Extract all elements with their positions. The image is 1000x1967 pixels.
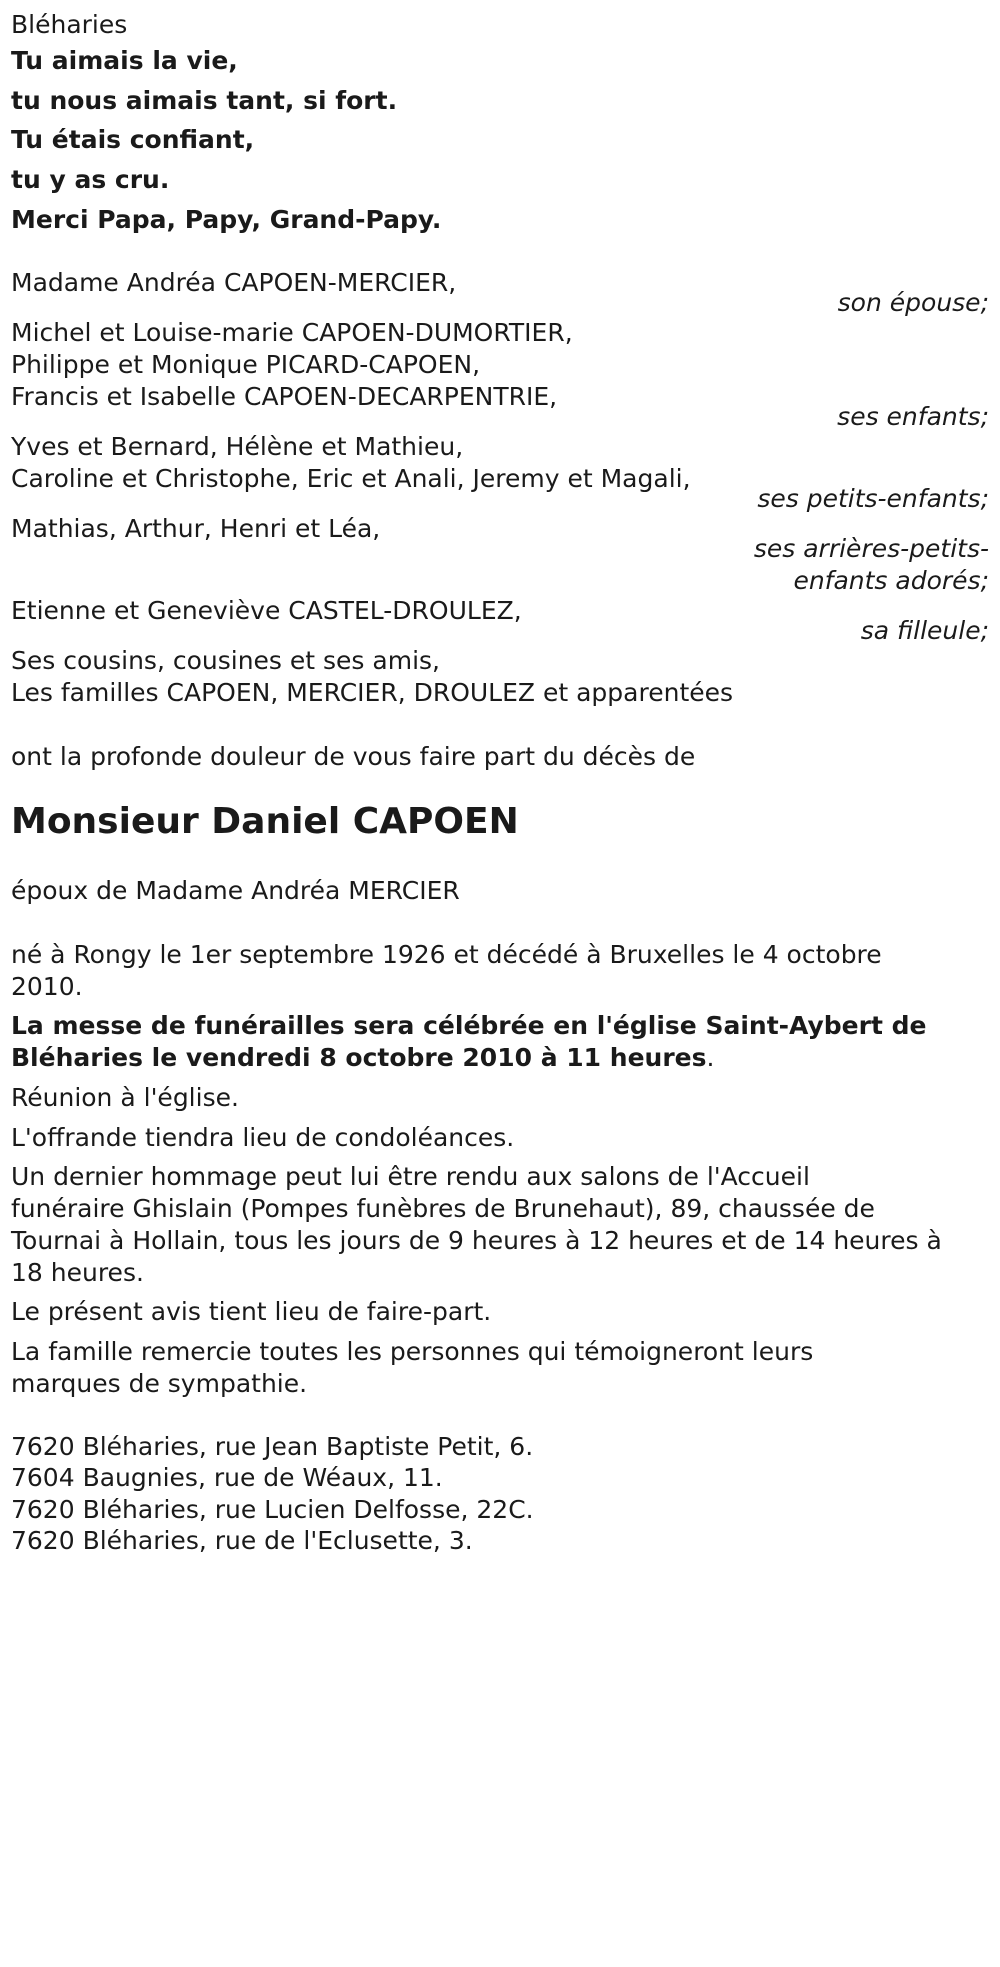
other-relatives: Les familles CAPOEN, MERCIER, DROULEZ et apparentées [11,678,734,707]
godchild-role: sa filleule; [860,616,989,645]
great-grandchildren-role: ses arrières-petits- [753,534,989,563]
poem-line: tu y as cru. [11,165,170,194]
address-item: 7620 Bléharies, rue de l'Eclusette, 3. [11,1526,473,1555]
address-item: 7620 Bléharies, rue Lucien Delfosse, 22C. [11,1495,534,1524]
birth-death-info: 2010. [11,972,83,1001]
child-name: Francis et Isabelle CAPOEN-DECARPENTRIE, [11,382,558,411]
tribute-info: funéraire Ghislain (Pompes funèbres de Brunehaut), 89, chaussée de [11,1194,875,1223]
poem-line: tu nous aimais tant, si fort. [11,86,398,115]
spouse-of: époux de Madame Andréa MERCIER [11,876,460,905]
child-name: Philippe et Monique PICARD-CAPOEN, [11,350,481,379]
funeral-info: La messe de funérailles sera célébrée en l'église Saint-Aybert de [11,1011,927,1040]
deceased-name: Monsieur Daniel CAPOEN [11,801,519,842]
address-item: 7604 Baugnies, rue de Wéaux, 11. [11,1463,443,1492]
thanks-info: marques de sympathie. [11,1369,308,1398]
tribute-info: Tournai à Hollain, tous les jours de 9 heures à 12 heures et de 14 heures à [11,1226,942,1255]
other-relatives: Ses cousins, cousines et ses amis, [11,646,440,675]
tribute-info: 18 heures. [11,1258,144,1287]
offering-info: L'offrande tiendra lieu de condoléances. [11,1123,515,1152]
child-name: Michel et Louise-marie CAPOEN-DUMORTIER, [11,318,573,347]
funeral-info-line [11,1043,714,1073]
godchild-name: Etienne et Geneviève CASTEL-DROULEZ, [11,596,522,625]
grandchildren-role: ses petits-enfants; [757,484,989,513]
spouse-role: son épouse; [837,288,989,317]
birth-death-info: né à Rongy le 1er septembre 1926 et décédé à Bruxelles le 4 octobre [11,940,882,969]
spouse-name: Madame Andréa CAPOEN-MERCIER, [11,268,457,297]
poem-line: Merci Papa, Papy, Grand-Papy. [11,205,442,234]
funeral-info-end: . [706,1043,715,1072]
grandchild-names: Caroline et Christophe, Eric et Anali, Jeremy et Magali, [11,464,691,493]
children-role: ses enfants; [837,402,989,431]
grandchild-names: Yves et Bernard, Hélène et Mathieu, [11,432,464,461]
meeting-info: Réunion à l'église. [11,1083,239,1112]
address-item: 7620 Bléharies, rue Jean Baptiste Petit, 6. [11,1432,534,1461]
poem-line: Tu aimais la vie, [11,46,238,75]
thanks-info: La famille remercie toutes les personnes qui témoigneront leurs [11,1337,814,1366]
location-header: Bléharies [11,10,128,39]
funeral-info: Bléharies le vendredi 8 octobre 2010 à 11 heures [11,1043,707,1072]
poem-line: Tu étais confiant, [11,125,255,154]
notice-info: Le présent avis tient lieu de faire-part. [11,1297,492,1326]
announcement-intro: ont la profonde douleur de vous faire part du décès de [11,742,696,771]
great-grandchild-names: Mathias, Arthur, Henri et Léa, [11,514,381,543]
tribute-info: Un dernier hommage peut lui être rendu aux salons de l'Accueil [11,1162,810,1191]
great-grandchildren-role: enfants adorés; [793,566,989,595]
